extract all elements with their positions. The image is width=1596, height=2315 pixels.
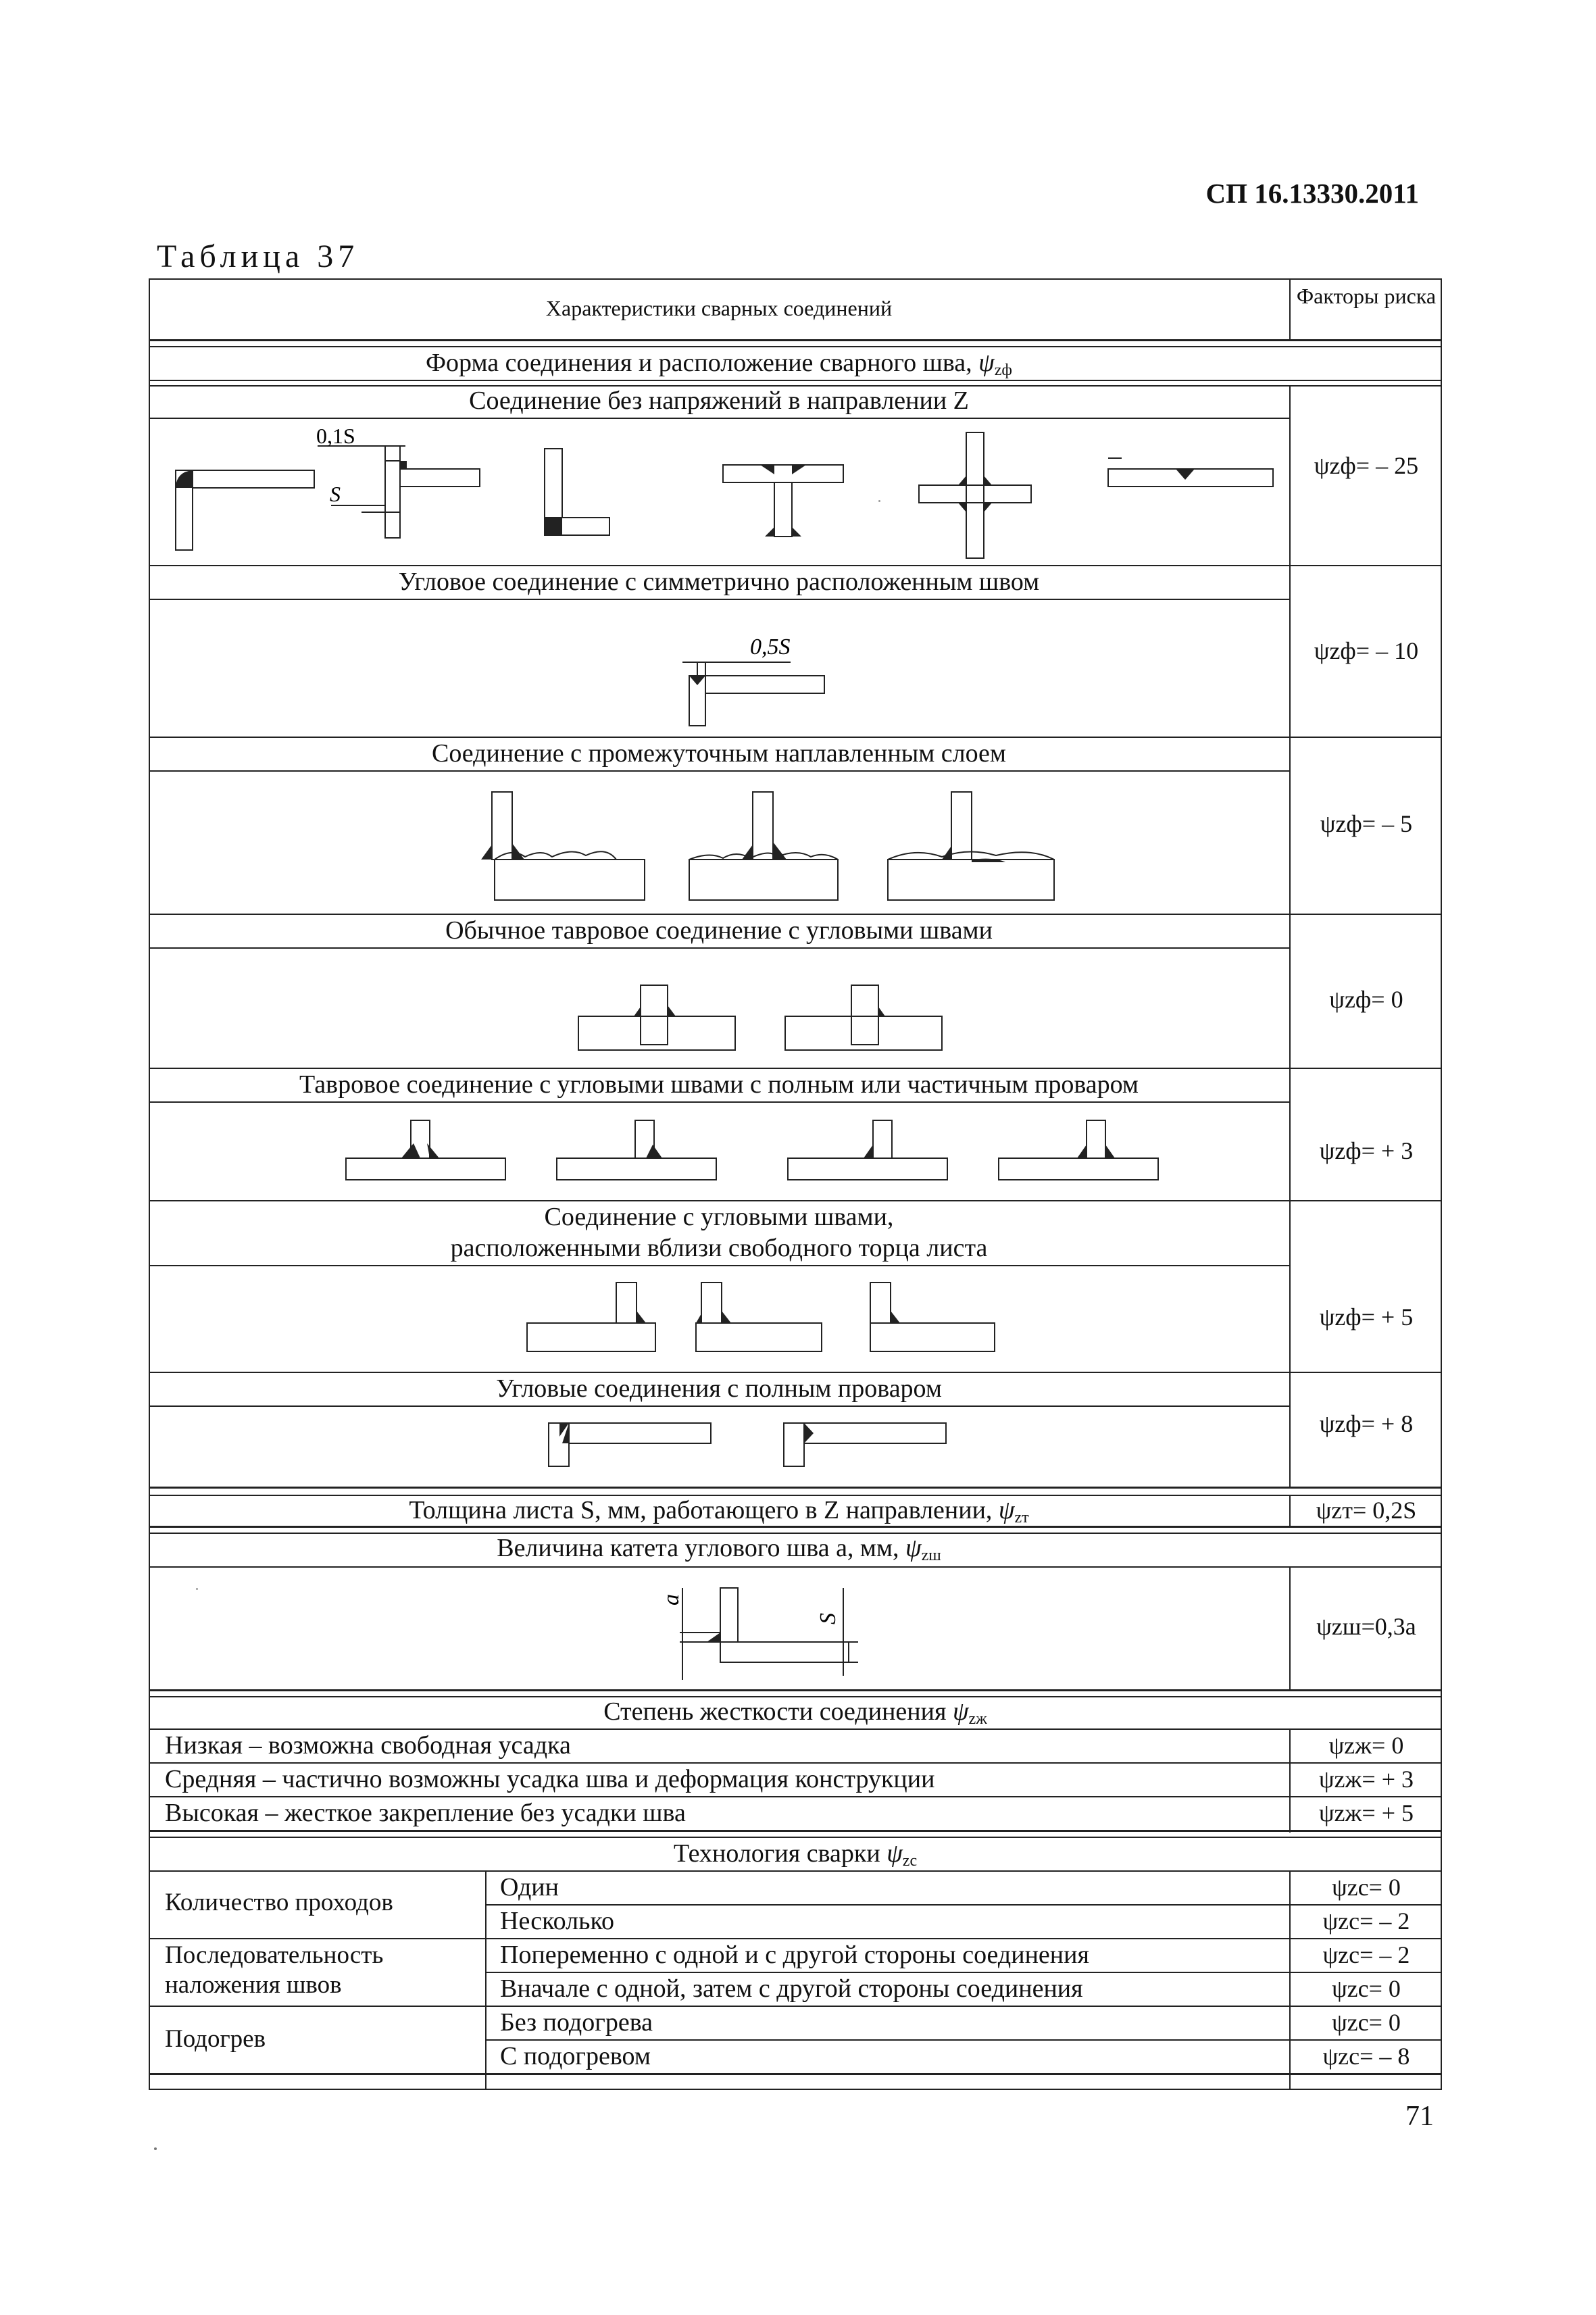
dim-a-label: a <box>659 1594 684 1605</box>
risk-factor: ψzc= – 2 <box>1322 1941 1410 1968</box>
grid-line <box>149 339 1442 341</box>
technology-option: Попеременно с одной и с другой стороны соединения <box>500 1941 1089 1969</box>
section-technology-subscript: zc <box>902 1852 918 1870</box>
section-leg-subscript: zш <box>921 1547 941 1564</box>
section-thickness-symbol: ψ <box>998 1496 1015 1524</box>
grid-line <box>149 914 1442 915</box>
grid-line <box>149 1068 1442 1069</box>
risk-factor: ψzc= – 2 <box>1322 1908 1410 1935</box>
risk-factor: ψzф= + 8 <box>1319 1410 1414 1437</box>
grid-line <box>149 1200 1442 1201</box>
section-technology-symbol: ψ <box>887 1839 903 1868</box>
joint-row-title: Угловое соединение с симметрично расположенным швом <box>398 568 1040 596</box>
dim-s-label: S <box>330 482 341 506</box>
risk-factor: ψzж= + 5 <box>1319 1799 1414 1826</box>
grid-line <box>149 2006 1442 2007</box>
section-thickness-label: Толщина листа S, мм, работающего в Z направлении, <box>409 1496 993 1524</box>
risk-factor: ψzф= – 10 <box>1314 637 1419 664</box>
risk-factor: ψzc= – 8 <box>1322 2043 1410 2070</box>
risk-factor: ψzш=0,3a <box>1316 1613 1416 1640</box>
technology-category: Последовательность наложения швов <box>165 1941 384 1999</box>
grid-line <box>149 2073 1442 2075</box>
grid-line <box>149 565 1442 566</box>
page-number: 71 <box>1405 2101 1434 2132</box>
joint-row-title-line2: расположенными вблизи свободного торца листа <box>450 1234 988 1262</box>
section-technology <box>149 1839 1442 1875</box>
grid-line <box>149 1487 1442 1489</box>
risk-factor: ψzc= 0 <box>1332 2009 1401 2036</box>
joint-row-title: Соединение с промежуточным наплавленным слоем <box>432 739 1006 768</box>
joint-row-title-line1: Соединение с угловыми швами, <box>544 1203 894 1231</box>
weld-figures-row4 <box>162 949 1284 1066</box>
section-rigidity-symbol: ψ <box>952 1697 969 1726</box>
section-leg <box>149 1534 1289 1570</box>
joint-row-title: Угловые соединения с полным проваром <box>496 1374 942 1403</box>
risk-factor: ψzж= 0 <box>1328 1732 1404 1759</box>
table-title: Таблица 37 <box>157 239 359 274</box>
joint-row-title: Обычное тавровое соединение с угловыми швами <box>445 916 993 945</box>
risk-factor: ψzф= – 5 <box>1320 810 1413 837</box>
risk-factor: ψzт= 0,2S <box>1316 1497 1417 1524</box>
grid-line <box>149 1689 1442 1691</box>
dim-01s-label: 0,1S <box>316 424 355 448</box>
weld-figures-row5 <box>162 1103 1284 1199</box>
technology-option: Без подогрева <box>500 2008 653 2037</box>
technology-category: Количество проходов <box>165 1889 393 1916</box>
weld-figures-row6 <box>162 1266 1284 1370</box>
leg-size-figure <box>162 1568 1284 1688</box>
scan-speck <box>154 2147 157 2150</box>
joint-row-title: Тавровое соединение с угловыми швами с полным или частичным проваром <box>299 1070 1139 1099</box>
section-rigidity <box>149 1697 1442 1733</box>
section-thickness <box>149 1496 1289 1532</box>
rigidity-label: Средняя – частично возможны усадка шва и деформация конструкции <box>165 1765 935 1793</box>
section-technology-label: Технология сварки <box>673 1839 880 1868</box>
risk-factor: ψzф= – 25 <box>1314 452 1419 479</box>
section-thickness-subscript: zт <box>1014 1509 1029 1526</box>
risk-factor: ψzф= 0 <box>1329 986 1403 1013</box>
header-risk-factors: Факторы риска <box>1296 284 1437 308</box>
grid-line <box>485 1870 487 2090</box>
rigidity-label: Высокая – жесткое закрепление без усадки шва <box>165 1799 686 1827</box>
weld-figures-row2 <box>162 600 1284 735</box>
technology-option: Несколько <box>500 1907 614 1935</box>
technology-option: Вначале с одной, затем с другой стороны соединения <box>500 1974 1083 2003</box>
section-rigidity-label: Степень жесткости соединения <box>603 1697 947 1726</box>
rigidity-label: Низкая – возможна свободная усадка <box>165 1731 571 1760</box>
joint-row-title: Соединение без напряжений в направлении Z <box>469 387 969 415</box>
weld-figures-row7 <box>162 1407 1284 1485</box>
risk-factor: ψzc= 0 <box>1332 1975 1401 2002</box>
grid-line <box>149 1830 1442 1832</box>
header-characteristics: Характеристики сварных соединений <box>545 296 893 320</box>
weld-figures-row3 <box>162 772 1284 912</box>
technology-option: Один <box>500 1873 559 1901</box>
dim-05s-label: 0,5S <box>750 634 791 659</box>
grid-line <box>149 1837 1442 1838</box>
section-leg-symbol: ψ <box>905 1534 922 1562</box>
risk-factor: ψzф= + 3 <box>1319 1137 1414 1164</box>
document-code: СП 16.13330.2011 <box>1205 178 1419 209</box>
weld-figures-row1 <box>162 419 1284 564</box>
risk-factor: ψzф= + 5 <box>1319 1303 1414 1330</box>
section-form-label: Форма соединения и расположение сварного шва, <box>426 349 972 377</box>
section-form-subscript: zф <box>994 362 1012 379</box>
grid-line <box>149 737 1442 738</box>
dim-s-label: S <box>816 1613 841 1624</box>
risk-factor: ψzc= 0 <box>1332 1874 1401 1901</box>
technology-category: Подогрев <box>165 2025 266 2053</box>
technology-option: С подогревом <box>500 2042 651 2070</box>
section-leg-label: Величина катета углового шва a, мм, <box>497 1534 899 1562</box>
section-form-symbol: ψ <box>978 349 995 377</box>
section-rigidity-subscript: zж <box>968 1710 987 1728</box>
grid-line <box>149 1372 1442 1373</box>
grid-line <box>149 346 1442 347</box>
section-form <box>149 349 1289 384</box>
risk-factor: ψzж= + 3 <box>1319 1766 1414 1793</box>
